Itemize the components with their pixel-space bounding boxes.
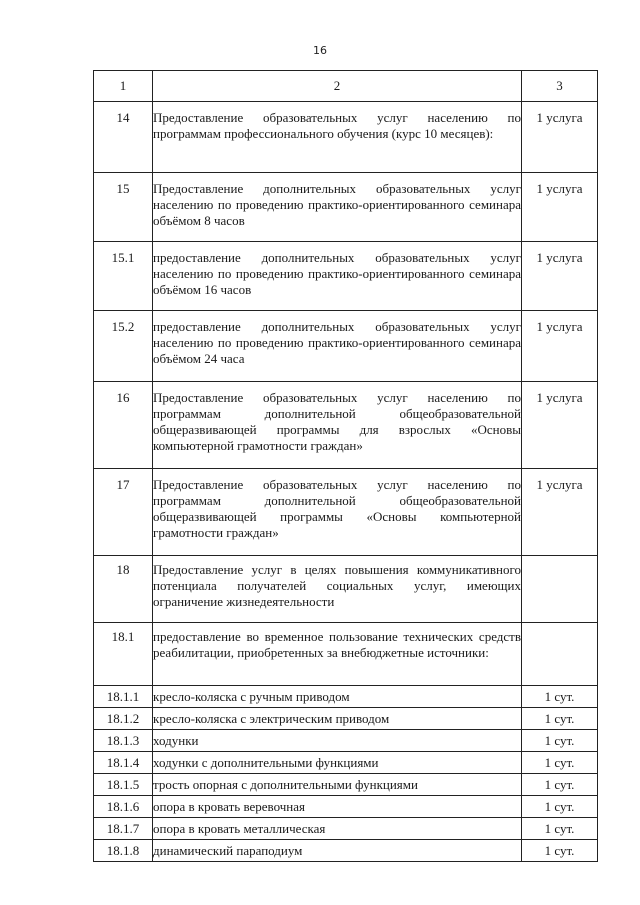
row-service: динамический параподиум	[153, 840, 522, 862]
row-number: 15	[94, 173, 153, 242]
row-unit: 1 сут.	[522, 796, 598, 818]
row-service: Предоставление образовательных услуг населению по программам дополнительной общеобразовательной общеразвивающей программы «Основы компьютерной грамотности граждан»	[153, 469, 522, 556]
row-unit: 1 сут.	[522, 752, 598, 774]
table-row	[94, 623, 598, 686]
row-service: Предоставление дополнительных образовательных услуг населению по проведению практико-ориентированного семинара объёмом 8 часов	[153, 173, 522, 242]
row-number: 17	[94, 469, 153, 556]
row-number: 18	[94, 556, 153, 623]
row-number: 18.1.8	[94, 840, 153, 862]
row-number: 18.1.1	[94, 686, 153, 708]
row-service: ходунки	[153, 730, 522, 752]
row-number: 18.1.7	[94, 818, 153, 840]
table-header-row	[94, 71, 598, 102]
table-row	[94, 686, 598, 708]
table-row	[94, 173, 598, 242]
row-unit: 1 услуга	[522, 311, 598, 382]
row-unit: 1 услуга	[522, 242, 598, 311]
table-row	[94, 774, 598, 796]
header-col-2: 2	[153, 71, 522, 102]
table-row	[94, 311, 598, 382]
row-unit: 1 сут.	[522, 730, 598, 752]
header-col-1: 1	[94, 71, 153, 102]
row-number: 18.1.5	[94, 774, 153, 796]
row-service: Предоставление образовательных услуг населению по программам профессионального обучения (курс 10 месяцев):	[153, 102, 522, 173]
row-service: Предоставление услуг в целях повышения коммуникативного потенциала получателей социальных услуг, имеющих ограничение жизнедеятельности	[153, 556, 522, 623]
table-row	[94, 730, 598, 752]
table-row	[94, 469, 598, 556]
row-service: опора в кровать веревочная	[153, 796, 522, 818]
row-unit: 1 услуга	[522, 382, 598, 469]
table-row	[94, 102, 598, 173]
row-service: трость опорная с дополнительными функциями	[153, 774, 522, 796]
row-service: предоставление во временное пользование технических средств реабилитации, приобретенных за внебюджетные источники:	[153, 623, 522, 686]
page-number: 16	[313, 44, 327, 57]
row-number: 18.1.4	[94, 752, 153, 774]
row-number: 18.1.6	[94, 796, 153, 818]
row-number: 15.1	[94, 242, 153, 311]
header-col-3: 3	[522, 71, 598, 102]
row-unit: 1 услуга	[522, 469, 598, 556]
row-unit: 1 сут.	[522, 708, 598, 730]
row-unit: 1 сут.	[522, 686, 598, 708]
row-unit	[522, 556, 598, 623]
row-unit: 1 сут.	[522, 840, 598, 862]
services-table	[93, 70, 598, 862]
row-unit: 1 услуга	[522, 173, 598, 242]
row-number: 18.1.2	[94, 708, 153, 730]
table-row	[94, 752, 598, 774]
row-service: кресло-коляска с электрическим приводом	[153, 708, 522, 730]
row-service: предоставление дополнительных образовательных услуг населению по проведению практико-ориентированного семинара объёмом 16 часов	[153, 242, 522, 311]
table-row	[94, 840, 598, 862]
table-row	[94, 708, 598, 730]
table-row	[94, 556, 598, 623]
table-row	[94, 382, 598, 469]
row-number: 15.2	[94, 311, 153, 382]
row-number: 18.1.3	[94, 730, 153, 752]
row-number: 14	[94, 102, 153, 173]
table-row	[94, 796, 598, 818]
row-unit: 1 услуга	[522, 102, 598, 173]
row-number: 18.1	[94, 623, 153, 686]
row-unit: 1 сут.	[522, 818, 598, 840]
row-unit	[522, 623, 598, 686]
row-unit: 1 сут.	[522, 774, 598, 796]
row-service: Предоставление образовательных услуг населению по программам дополнительной общеобразовательной общеразвивающей программы для взрослых «Основы компьютерной грамотности граждан»	[153, 382, 522, 469]
row-service: опора в кровать металлическая	[153, 818, 522, 840]
row-service: кресло-коляска с ручным приводом	[153, 686, 522, 708]
row-service: ходунки с дополнительными функциями	[153, 752, 522, 774]
row-number: 16	[94, 382, 153, 469]
row-service: предоставление дополнительных образовательных услуг населению по проведению практико-ориентированного семинара объёмом 24 часа	[153, 311, 522, 382]
table-row	[94, 242, 598, 311]
table-row	[94, 818, 598, 840]
